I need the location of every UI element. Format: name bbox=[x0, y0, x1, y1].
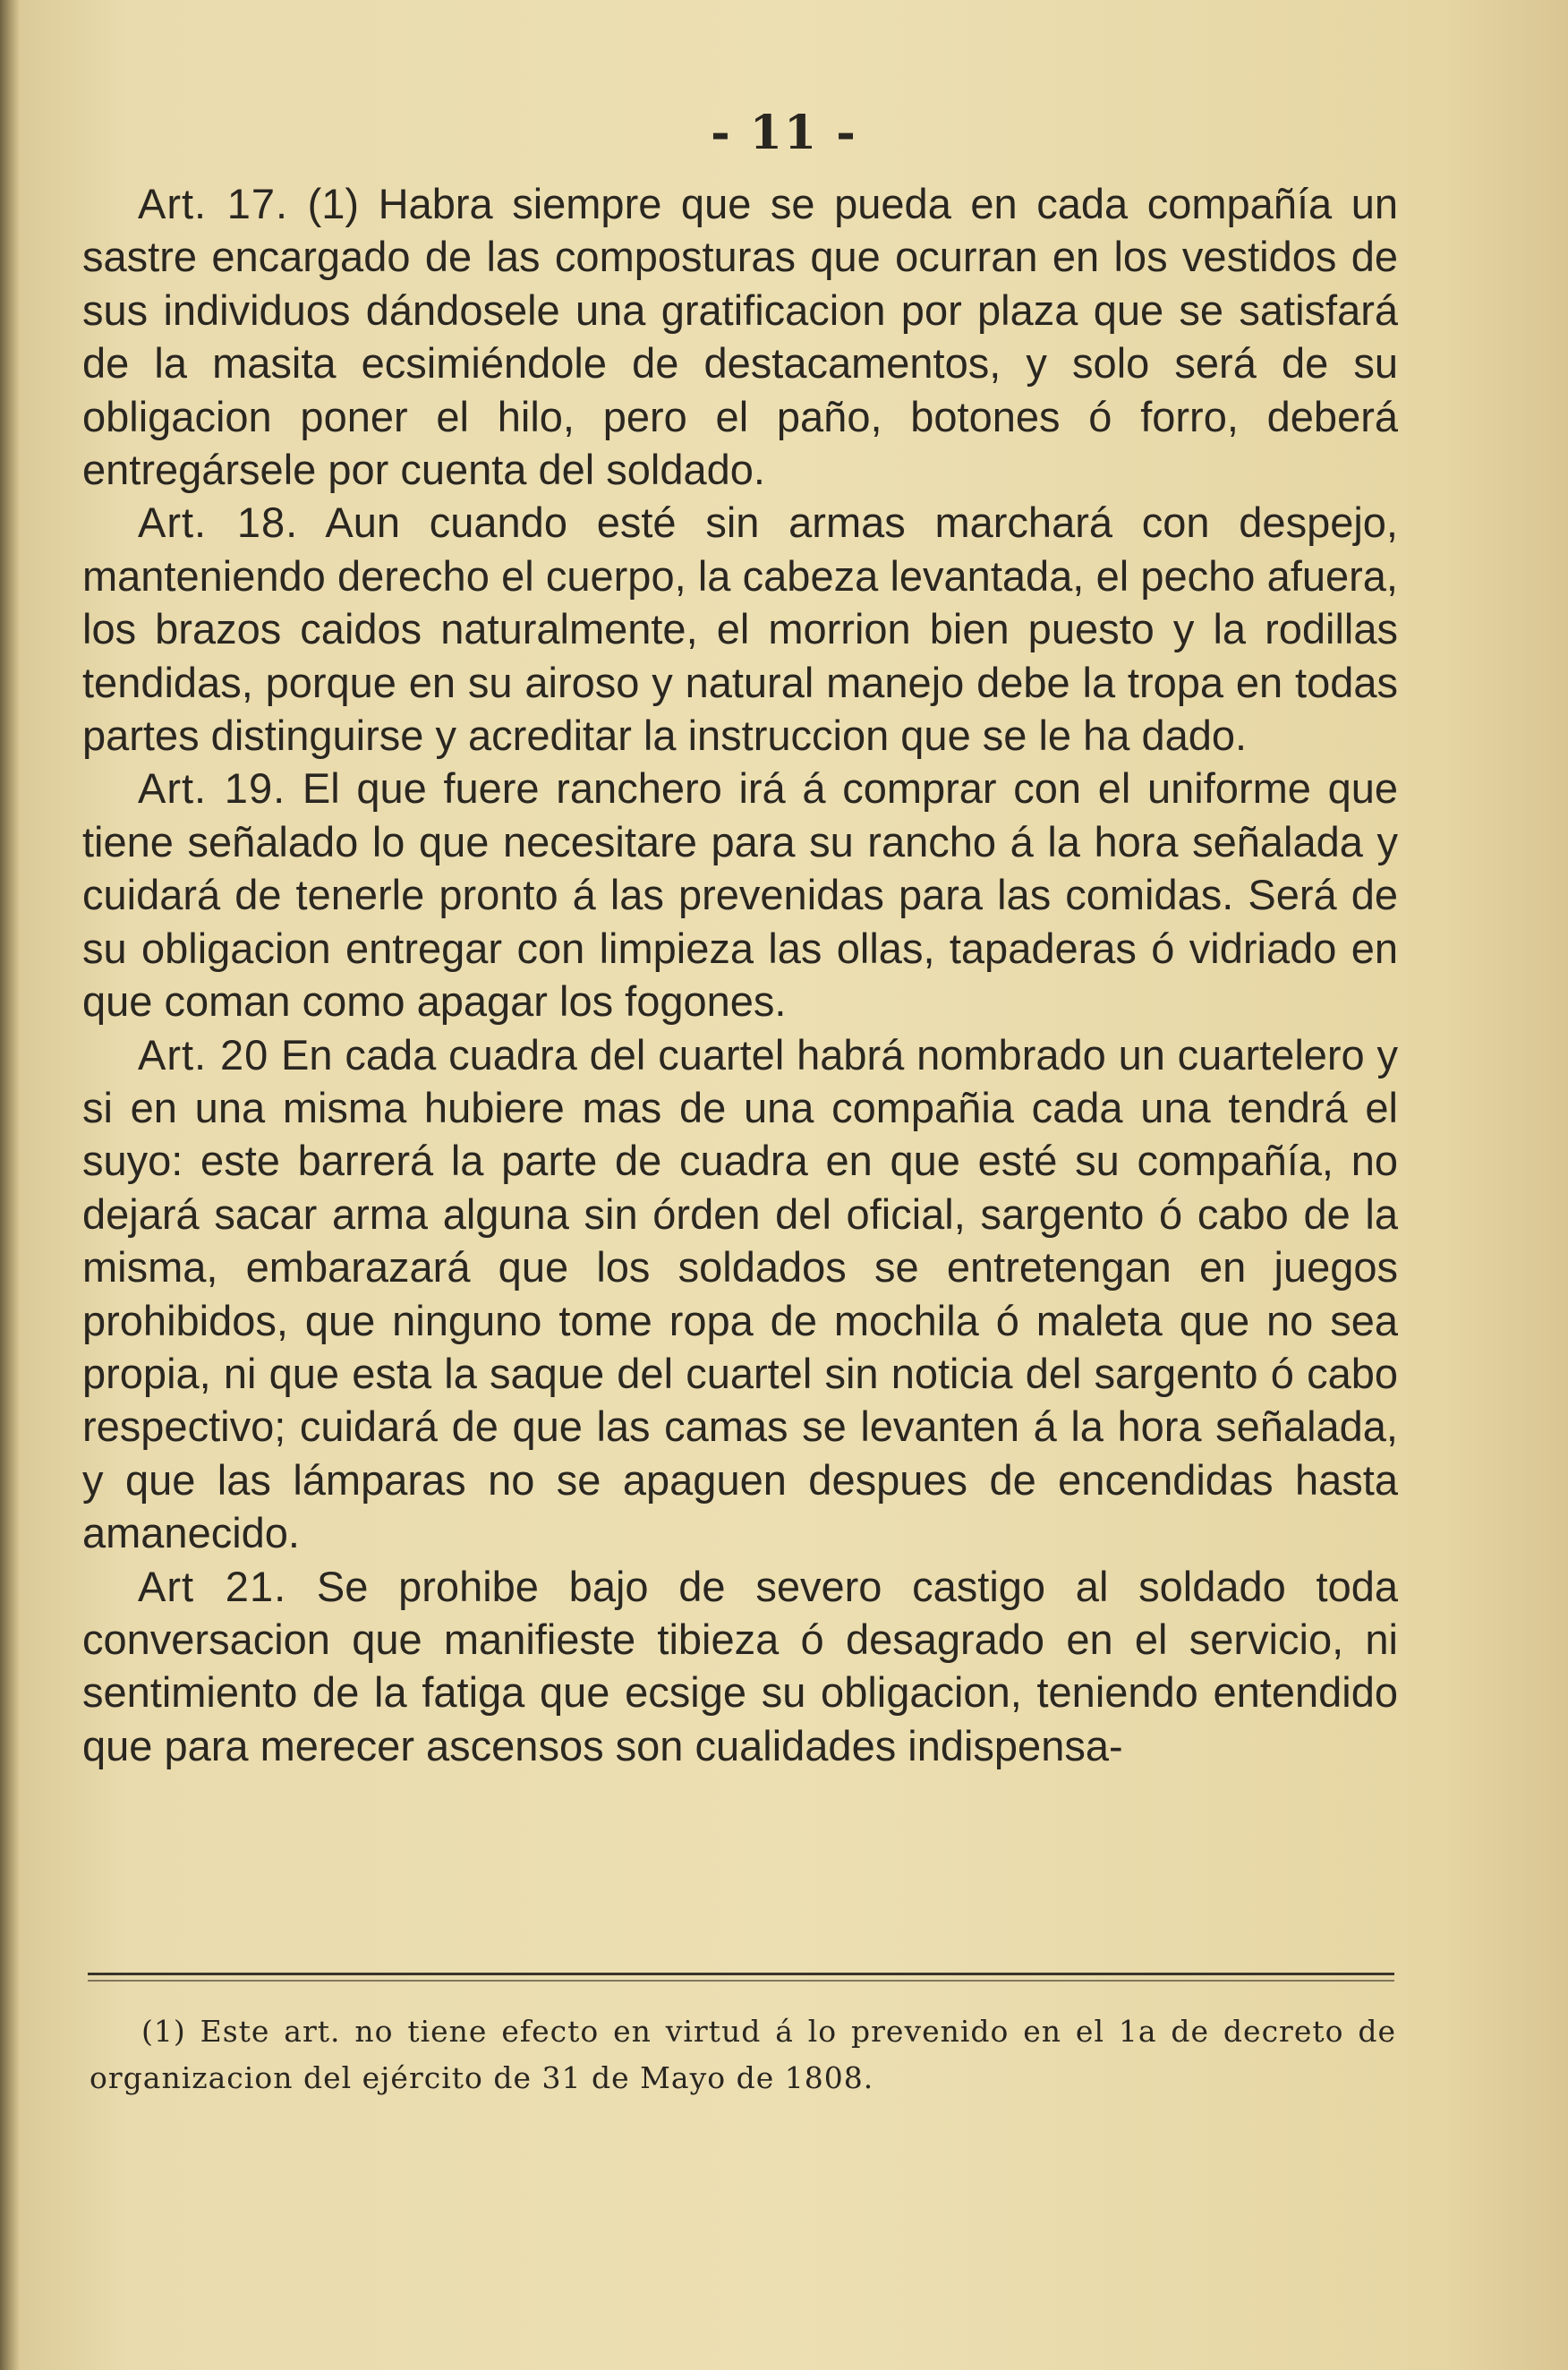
article-21 bbox=[82, 1560, 1398, 1773]
footnote-divider bbox=[88, 1973, 1394, 1975]
article-label: Art. 19. bbox=[138, 764, 286, 813]
article-19 bbox=[82, 762, 1398, 1027]
article-17 bbox=[82, 177, 1398, 496]
article-18 bbox=[82, 496, 1398, 762]
article-text: En cada cuadra del cuartel habrá nombrado un cuartelero y si en una misma hubiere mas de una compañia cada una tendrá el suyo: este barrerá la parte de cuadra en que esté su compañía, no dejará sacar arma alguna sin órden del oficial, sargento ó cabo de la misma, embarazará que los soldados se entretengan en juegos prohibidos, que ninguno tome ropa de mochila ó maleta que no sea propia, ni que esta la saque del cuartel sin noticia del sargento ó cabo respectivo; cuidará de que las camas se levanten á la hora señalada, y que las lámparas no se apaguen despues de encendidas hasta amanecido. bbox=[82, 1030, 1399, 1557]
article-label: Art. 18. bbox=[138, 499, 299, 547]
page-number: - 11 - bbox=[711, 106, 857, 160]
body-text bbox=[82, 177, 1398, 1772]
footnote-divider-thin bbox=[88, 1980, 1394, 1982]
article-text: Aun cuando esté sin armas marchará con despejo, manteniendo derecho el cuerpo, la cabeza levantada, el pecho afuera, los brazos caidos naturalmente, el morrion bien puesto y la rodillas tendidas, porque en su airoso y natural manejo debe la tropa en todas partes distinguirse y acreditar la instruccion que se le ha dado. bbox=[82, 499, 1398, 760]
page-binding-edge bbox=[0, 0, 20, 2370]
article-label: Art 21. bbox=[138, 1562, 287, 1610]
article-label: Art. 17. bbox=[138, 180, 289, 227]
footnote-text: (1) Este art. no tiene efecto en virtud á lo prevenido en el 1a de decreto de organizacion del ejército de 31 de Mayo de 1808. bbox=[89, 2014, 1396, 2095]
article-text: El que fuere ranchero irá á comprar con el uniforme que tiene señalado lo que necesitare para su rancho á la hora señalada y cuidará de tenerle pronto á las prevenidas para las comidas. Será de su obligacion entregar con limpieza las ollas, tapaderas ó vidriado en que coman como apagar los fogones. bbox=[82, 764, 1398, 1026]
article-text: Se prohibe bajo de severo castigo al soldado toda conversacion que manifieste tibieza ó desagrado en el servicio, ni sentimiento de la fatiga que ecsige su obligacion, teniendo entendido que para merecer ascensos son cualidades indispensa- bbox=[82, 1562, 1399, 1769]
article-text: (1) Habra siempre que se pueda en cada compañía un sastre encargado de las composturas que ocurran en los vestidos de sus individuos dándosele una gratificacion por plaza que se satisfará de la masita ecsimiéndole de destacamentos, y solo será de su obligacion poner el hilo, pero el paño, botones ó forro, deberá entregársele por cuenta del soldado. bbox=[82, 180, 1399, 494]
article-20 bbox=[82, 1028, 1398, 1560]
article-label: Art. 20 bbox=[138, 1030, 269, 1078]
footnote bbox=[89, 2008, 1396, 2101]
